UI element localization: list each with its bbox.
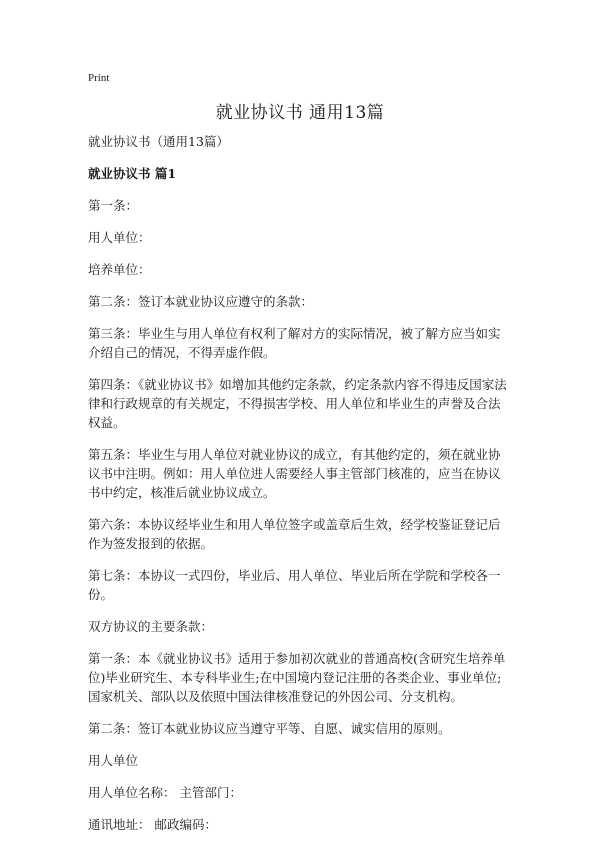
paragraph: 第一条： — [88, 198, 139, 213]
paragraph: 用人单位： — [88, 230, 151, 245]
paragraph: 第三条：毕业生与用人单位有权利了解对方的实际情况，被了解方应当如实介绍自己的情况，不得弄虚作假。 — [88, 326, 501, 360]
document-title: 就业协议书 通用13篇 — [215, 103, 385, 123]
paragraph: 用人单位 — [88, 753, 139, 768]
paragraph: 第二条：签订本就业协议应遵守的条款： — [88, 294, 314, 309]
paragraph: 第一条：本《就业协议书》适用于参加初次就业的普通高校(含研究生培养单位)毕业研究生、本专科毕业生;在中国境内登记注册的各类企业、事业单位;国家机关、部队以及依照中国法律核准登记的外因公司、分支机构。 — [88, 651, 506, 704]
paragraph: 第五条：毕业生与用人单位对就业协议的成立，有其他约定的，须在就业协议书中注明。例如：用人单位进人需要经人事主管部门核准的，应当在协议书中约定，核准后就业协议成立。 — [88, 447, 501, 500]
paragraph: 第七条：本协议一式四份，毕业后、用人单位、毕业后所在学院和学校各一份。 — [88, 568, 501, 602]
section-heading: 就业协议书 篇1 — [88, 166, 177, 181]
paragraph: 第六条：本协议经毕业生和用人单位签字或盖章后生效，经学校鉴证登记后作为签发报到的依据。 — [88, 517, 501, 551]
print-link[interactable]: Print — [88, 72, 110, 84]
paragraph: 通讯地址： 邮政编码： — [88, 817, 217, 832]
paragraph: 双方协议的主要条款： — [88, 619, 214, 634]
paragraph: 第四条：《就业协议书》如增加其他约定条款，约定条款内容不得违反国家法律和行政规章的有关规定，不得损害学校、用人单位和毕业生的声誉及合法权益。 — [88, 377, 507, 430]
paragraph: 培养单位： — [88, 262, 151, 277]
paragraph: 用人单位名称： 主管部门： — [88, 785, 242, 800]
paragraph: 第二条：签订本就业协议应当遵守平等、自愿、诚实信用的原则。 — [88, 721, 451, 736]
document-body — [88, 132, 512, 847]
paragraph-subtitle: 就业协议书（通用13篇） — [88, 134, 229, 149]
